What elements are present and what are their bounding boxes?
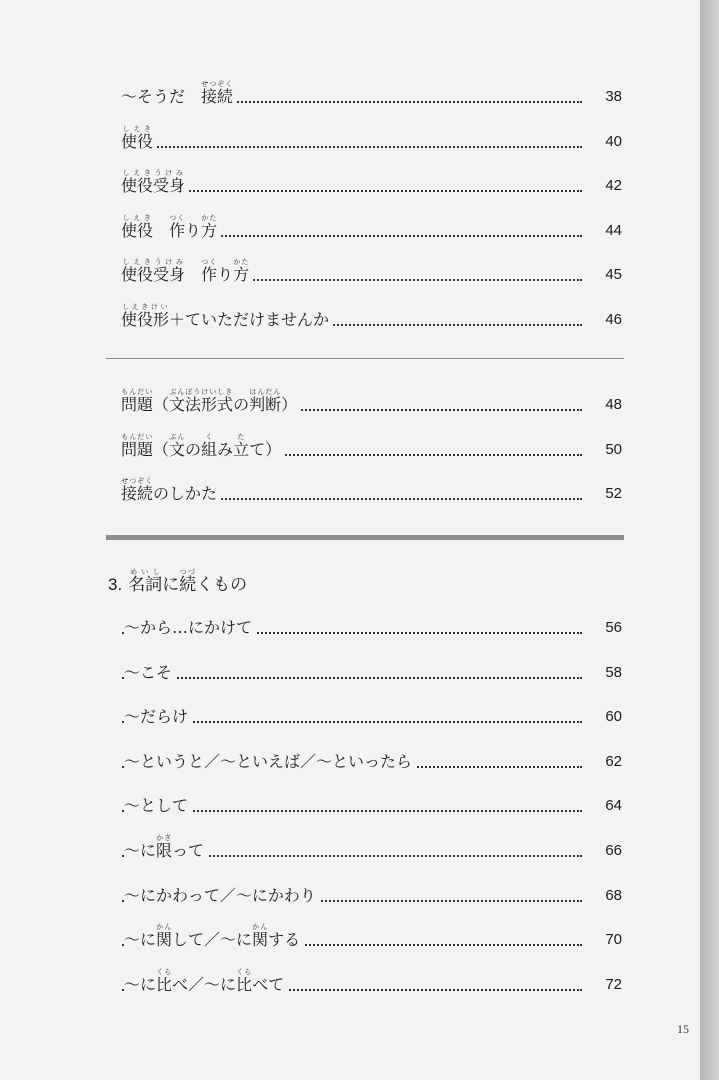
title-text: り (185, 220, 202, 240)
ruby-word (201, 80, 234, 106)
toc-entry[interactable] (0, 923, 700, 953)
toc-entry-title (121, 303, 333, 329)
ruby-base: 使役 (121, 131, 154, 151)
toc-entry-title (124, 708, 192, 726)
toc-entry-title (124, 753, 416, 771)
furigana: くら (156, 967, 173, 976)
ruby-base: 接続 (201, 87, 234, 106)
ruby-base: 関 (156, 930, 173, 950)
title-text: くもの (196, 575, 248, 595)
ruby-word (169, 388, 202, 414)
title-text: って (172, 841, 205, 860)
title-text: のしかた (153, 484, 218, 503)
title-text: ～こそ (124, 662, 173, 682)
furigana: うけみ (153, 169, 186, 178)
title-text: ～に (124, 974, 157, 994)
ruby-base: 名詞 (128, 575, 163, 595)
toc-page-number: 56 (599, 619, 622, 637)
toc-entry[interactable] (0, 258, 700, 288)
title-text: べて (252, 974, 285, 994)
title-text: ～に (124, 841, 157, 860)
ruby-base: 形式 (201, 395, 234, 414)
section-divider-thin (106, 358, 624, 359)
toc-entry-title (124, 797, 192, 815)
toc-page-number: 66 (599, 842, 622, 860)
ruby-word (233, 258, 250, 285)
ruby-base: 作 (201, 265, 218, 285)
ruby-base: 判断 (249, 395, 282, 414)
furigana: もんだい (121, 388, 154, 396)
furigana: かぎ (156, 834, 173, 842)
furigana: うけみ (153, 258, 186, 267)
ruby-word (121, 388, 154, 414)
title-text (185, 265, 201, 284)
ruby-word (153, 169, 186, 196)
ruby-word (169, 432, 186, 459)
toc-page-number: 58 (599, 664, 622, 682)
ruby-base: 立 (233, 439, 250, 459)
toc-entry[interactable] (0, 214, 700, 244)
toc-page-number: 52 (599, 485, 622, 503)
title-text: み (217, 439, 234, 459)
furigana: めいし (128, 568, 163, 576)
title-text (153, 221, 169, 240)
furigana: かん (252, 923, 269, 932)
dot-leader (122, 190, 582, 192)
title-text: ～にかわって／～にかわり (124, 885, 316, 905)
toc-page-number: 40 (599, 133, 622, 151)
toc-entry[interactable] (0, 700, 700, 730)
toc-entry[interactable] (0, 169, 700, 199)
furigana: く (201, 432, 218, 441)
title-text: ～として (124, 796, 189, 816)
title-text: に (162, 575, 180, 595)
ruby-base: 使役 (121, 220, 154, 240)
toc-entry[interactable] (0, 656, 700, 686)
toc-page-number: 64 (599, 797, 622, 815)
furigana: かん (156, 923, 173, 932)
furigana: た (233, 432, 250, 441)
ruby-word (121, 432, 154, 459)
title-text: ～というと／～といえば／～といったら (124, 751, 413, 771)
toc-entry-title (121, 258, 253, 284)
toc-entry-title (124, 834, 208, 860)
title-text: ） (281, 395, 298, 414)
furigana: しえき (121, 169, 153, 178)
furigana: かた (201, 213, 218, 222)
title-text: ～だらけ (124, 707, 189, 727)
furigana: しえき (121, 124, 153, 133)
ruby-base: 比 (236, 974, 253, 994)
ruby-word (201, 213, 218, 240)
furigana: しえきけい (121, 303, 170, 311)
toc-entry-title (121, 214, 221, 240)
toc-page-number: 70 (599, 931, 622, 949)
toc-entry-title (121, 388, 301, 414)
ruby-base: 続 (179, 575, 197, 595)
section-number: 3. (108, 575, 123, 594)
toc-entry[interactable] (0, 433, 700, 463)
ruby-word (121, 124, 154, 151)
furigana: せつぞく (121, 477, 154, 485)
furigana: せつぞく (201, 80, 234, 88)
furigana: けいしき (201, 388, 234, 396)
toc-entry[interactable] (0, 80, 700, 110)
section-divider-thick (106, 535, 624, 540)
ruby-word (236, 967, 253, 994)
furigana: かた (233, 258, 250, 267)
ruby-base: 限 (156, 841, 173, 860)
toc-entry-title (121, 169, 189, 195)
toc-page-number: 48 (599, 396, 622, 414)
toc-entry-title (121, 125, 157, 151)
ruby-base: 関 (252, 930, 269, 950)
ruby-word (249, 388, 282, 414)
toc-page-number: 72 (599, 976, 622, 994)
ruby-word (179, 568, 197, 595)
page-number: 15 (677, 1022, 689, 1036)
ruby-base: 問題 (121, 395, 154, 414)
ruby-base: 作 (169, 220, 186, 240)
ruby-base: 使役 (121, 176, 154, 196)
toc-entry[interactable] (0, 611, 700, 641)
ruby-word (121, 258, 154, 285)
toc-entry-title (124, 664, 176, 682)
ruby-word (156, 834, 173, 860)
ruby-base: 方 (233, 265, 250, 285)
page-edge-shadow (700, 0, 719, 1080)
toc-entry-title (121, 80, 237, 106)
ruby-word (252, 923, 269, 950)
toc-entry-title (124, 619, 256, 637)
title-text: べ／～に (172, 974, 237, 994)
toc-entry[interactable] (0, 834, 700, 864)
title-text: （ (153, 395, 170, 414)
toc-entry[interactable] (0, 968, 700, 998)
title-text: の (185, 439, 202, 459)
ruby-word (128, 568, 163, 595)
ruby-word (156, 967, 173, 994)
toc-page-number: 42 (599, 177, 622, 195)
ruby-base: 受身 (153, 265, 186, 285)
toc-entry[interactable] (0, 879, 700, 909)
ruby-word (121, 213, 154, 240)
furigana: くら (236, 967, 253, 976)
ruby-word (156, 923, 173, 950)
furigana: しえき (121, 213, 153, 222)
toc-entry-title (121, 433, 285, 459)
section-title (128, 568, 248, 595)
furigana: ぶん (169, 432, 186, 441)
furigana: ぶんぽう (169, 388, 202, 396)
title-text: （ (153, 439, 170, 459)
toc-entry[interactable] (0, 789, 700, 819)
ruby-word (121, 477, 154, 503)
ruby-word (201, 432, 218, 459)
ruby-word (153, 258, 186, 285)
toc-entry-title (124, 968, 288, 994)
toc-page-number: 46 (599, 311, 622, 329)
furigana: もんだい (121, 432, 154, 441)
title-text: して／～に (172, 930, 253, 950)
furigana: はんだん (249, 388, 282, 396)
toc-entry-title (124, 887, 320, 905)
ruby-word (121, 303, 170, 329)
furigana: つづ (179, 568, 197, 576)
toc-entry-title (121, 477, 221, 503)
ruby-word (201, 388, 234, 414)
dot-leader (122, 677, 582, 679)
title-text: ～に (124, 930, 157, 950)
ruby-base: 問題 (121, 439, 154, 459)
toc-page-number: 50 (599, 441, 622, 459)
title-text: ～から…にかけて (124, 618, 253, 637)
toc-page-number: 60 (599, 708, 622, 726)
section-heading (108, 568, 247, 595)
ruby-word (233, 432, 250, 459)
toc-entry[interactable] (0, 745, 700, 775)
ruby-base: 方 (201, 220, 218, 240)
dot-leader (122, 146, 582, 148)
ruby-base: 組 (201, 439, 218, 459)
toc-entry[interactable] (0, 303, 700, 333)
furigana: しえき (121, 258, 153, 267)
title-text: て） (249, 439, 282, 459)
toc-entry-title (124, 923, 304, 949)
title-text: ～そうだ (121, 87, 202, 106)
title-text: の (233, 395, 250, 414)
ruby-base: 受身 (153, 176, 186, 196)
ruby-word (201, 258, 218, 285)
toc-page-number: 68 (599, 887, 622, 905)
title-text: ＋ていただけませんか (169, 310, 330, 329)
toc-entry[interactable] (0, 477, 700, 507)
toc-entry[interactable] (0, 388, 700, 418)
furigana: つく (201, 258, 218, 267)
toc-page-number: 38 (599, 88, 622, 106)
ruby-word (169, 213, 186, 240)
ruby-base: 比 (156, 974, 173, 994)
ruby-base: 文 (169, 439, 186, 459)
ruby-base: 使役形 (121, 310, 170, 329)
toc-page-number: 44 (599, 222, 622, 240)
toc-page-number: 45 (599, 266, 622, 284)
title-text: する (268, 930, 301, 950)
title-text: り (217, 265, 234, 285)
ruby-base: 文法 (169, 395, 202, 414)
ruby-base: 接続 (121, 484, 154, 503)
toc-entry[interactable] (0, 125, 700, 155)
toc-page-number: 62 (599, 753, 622, 771)
ruby-word (121, 169, 154, 196)
furigana: つく (169, 213, 186, 222)
ruby-base: 使役 (121, 265, 154, 285)
